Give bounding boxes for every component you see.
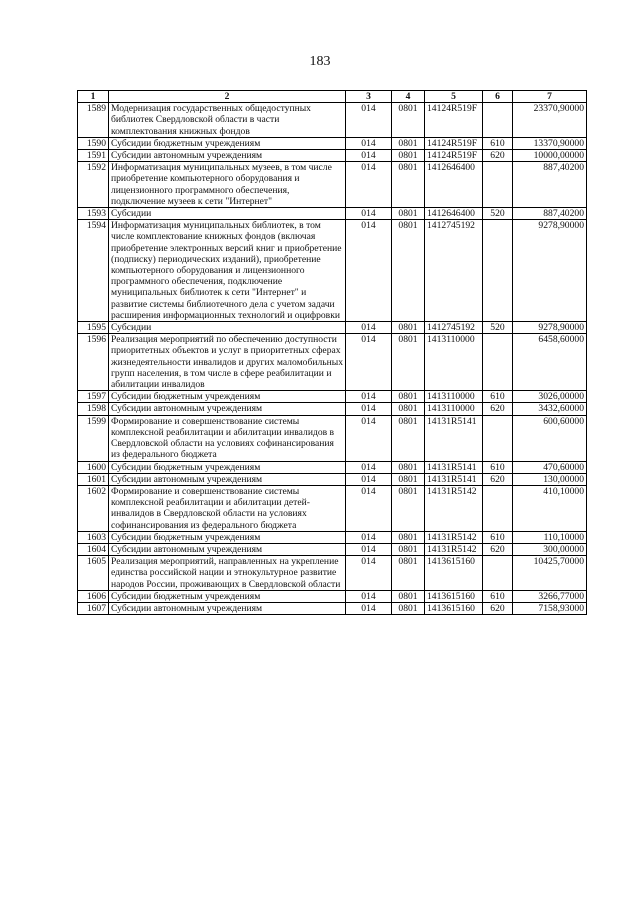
- row-col3: 014: [346, 208, 392, 220]
- row-amount: 10000,00000: [513, 150, 587, 162]
- row-col5: 14131R5141: [425, 415, 483, 461]
- table-row: [78, 208, 587, 220]
- row-description: Субсидии бюджетным учреждениям: [109, 590, 346, 602]
- row-amount: 410,10000: [513, 485, 587, 531]
- row-amount: 3026,00000: [513, 391, 587, 403]
- row-amount: 9278,90000: [513, 220, 587, 322]
- header-cell: 5: [425, 91, 483, 103]
- row-amount: 130,00000: [513, 473, 587, 485]
- row-description: Субсидии автономным учреждениям: [109, 403, 346, 415]
- row-col5: 14124R519F: [425, 137, 483, 149]
- table-row: [78, 220, 587, 322]
- row-description: Субсидии бюджетным учреждениям: [109, 461, 346, 473]
- row-col5: 1413615160: [425, 590, 483, 602]
- row-col4: 0801: [392, 461, 425, 473]
- row-col3: 014: [346, 162, 392, 208]
- row-col6: [483, 556, 513, 591]
- row-col3: 014: [346, 531, 392, 543]
- row-col4: 0801: [392, 403, 425, 415]
- row-amount: 887,40200: [513, 162, 587, 208]
- row-col6: 610: [483, 137, 513, 149]
- row-amount: 3266,77000: [513, 590, 587, 602]
- table-row: [78, 322, 587, 334]
- row-col6: 620: [483, 403, 513, 415]
- row-number: 1599: [78, 415, 109, 461]
- table-row: [78, 556, 587, 591]
- row-col6: 610: [483, 531, 513, 543]
- row-number: 1607: [78, 602, 109, 614]
- row-col4: 0801: [392, 334, 425, 391]
- row-col4: 0801: [392, 543, 425, 555]
- row-number: 1593: [78, 208, 109, 220]
- row-description: Субсидии бюджетным учреждениям: [109, 531, 346, 543]
- row-col6: 610: [483, 391, 513, 403]
- row-col5: 14124R519F: [425, 150, 483, 162]
- table-row: [78, 415, 587, 461]
- row-col3: 014: [346, 602, 392, 614]
- row-col3: 014: [346, 334, 392, 391]
- row-col5: 14124R519F: [425, 103, 483, 138]
- row-col3: 014: [346, 137, 392, 149]
- row-number: 1605: [78, 556, 109, 591]
- row-col5: 1413615160: [425, 556, 483, 591]
- table-row: [78, 473, 587, 485]
- row-col4: 0801: [392, 602, 425, 614]
- row-description: Модернизация государственных общедоступных библиотек Свердловской области в части комплектования книжных фондов: [109, 103, 346, 138]
- header-cell: 7: [513, 91, 587, 103]
- table-row: [78, 391, 587, 403]
- row-col6: [483, 162, 513, 208]
- row-col6: 620: [483, 473, 513, 485]
- table-row: [78, 137, 587, 149]
- page-number: 183: [309, 54, 331, 69]
- row-description: Субсидии бюджетным учреждениям: [109, 137, 346, 149]
- row-col5: 1413110000: [425, 391, 483, 403]
- row-amount: 7158,93000: [513, 602, 587, 614]
- row-col4: 0801: [392, 150, 425, 162]
- table-row: [78, 150, 587, 162]
- row-col6: 610: [483, 590, 513, 602]
- row-col5: 14131R5142: [425, 543, 483, 555]
- row-col5: 1413110000: [425, 403, 483, 415]
- row-number: 1597: [78, 391, 109, 403]
- row-description: Формирование и совершенствование системы комплексной реабилитации и абилитации инвалидов в Свердловской области на условиях софинансирования из федерального бюджета: [109, 415, 346, 461]
- row-amount: 13370,90000: [513, 137, 587, 149]
- row-amount: 600,60000: [513, 415, 587, 461]
- row-col4: 0801: [392, 415, 425, 461]
- row-number: 1591: [78, 150, 109, 162]
- row-col6: [483, 415, 513, 461]
- row-col5: 14131R5141: [425, 461, 483, 473]
- row-amount: 110,10000: [513, 531, 587, 543]
- row-col3: 014: [346, 403, 392, 415]
- row-col5: 1413615160: [425, 602, 483, 614]
- table-row: [78, 590, 587, 602]
- row-col6: 620: [483, 543, 513, 555]
- row-amount: 300,00000: [513, 543, 587, 555]
- row-number: 1602: [78, 485, 109, 531]
- row-col5: 1412646400: [425, 208, 483, 220]
- row-col6: [483, 103, 513, 138]
- row-number: 1598: [78, 403, 109, 415]
- row-description: Информатизация муниципальных музеев, в том числе приобретение компьютерного оборудования и лицензионного программного обеспечения, подключение музеев к сети "Интернет": [109, 162, 346, 208]
- row-col5: 14131R5142: [425, 485, 483, 531]
- row-col3: 014: [346, 322, 392, 334]
- row-description: Субсидии: [109, 208, 346, 220]
- table-row: [78, 531, 587, 543]
- row-col4: 0801: [392, 556, 425, 591]
- row-col3: 014: [346, 473, 392, 485]
- row-col3: 014: [346, 103, 392, 138]
- row-col3: 014: [346, 220, 392, 322]
- row-col6: 610: [483, 461, 513, 473]
- row-col6: 620: [483, 150, 513, 162]
- row-number: 1590: [78, 137, 109, 149]
- row-col4: 0801: [392, 162, 425, 208]
- row-col4: 0801: [392, 137, 425, 149]
- row-col6: 520: [483, 322, 513, 334]
- row-col3: 014: [346, 543, 392, 555]
- header-cell: 4: [392, 91, 425, 103]
- row-number: 1594: [78, 220, 109, 322]
- row-col4: 0801: [392, 103, 425, 138]
- row-description: Реализация мероприятий, направленных на укрепление единства российской нации и этнокультурное развитие народов России, проживающих в Свердловской области: [109, 556, 346, 591]
- header-cell: 2: [109, 91, 346, 103]
- table-body: [78, 103, 587, 615]
- row-col6: 620: [483, 602, 513, 614]
- header-cell: 6: [483, 91, 513, 103]
- table-row: [78, 403, 587, 415]
- row-col3: 014: [346, 150, 392, 162]
- row-description: Реализация мероприятий по обеспечению доступности приоритетных объектов и услуг в приоритетных сферах жизнедеятельности инвалидов и других маломобильных групп населения, в том числе в сфере реабилитации и абилитации инвалидов: [109, 334, 346, 391]
- row-number: 1589: [78, 103, 109, 138]
- table-row: [78, 543, 587, 555]
- row-description: Субсидии автономным учреждениям: [109, 150, 346, 162]
- row-amount: 9278,90000: [513, 322, 587, 334]
- row-col4: 0801: [392, 473, 425, 485]
- row-col3: 014: [346, 485, 392, 531]
- row-amount: 3432,60000: [513, 403, 587, 415]
- row-col4: 0801: [392, 485, 425, 531]
- row-number: 1601: [78, 473, 109, 485]
- row-description: Субсидии автономным учреждениям: [109, 602, 346, 614]
- row-number: 1606: [78, 590, 109, 602]
- row-col6: [483, 334, 513, 391]
- row-col5: 14131R5142: [425, 531, 483, 543]
- row-description: Субсидии автономным учреждениям: [109, 473, 346, 485]
- row-col5: 1413110000: [425, 334, 483, 391]
- row-amount: 23370,90000: [513, 103, 587, 138]
- row-description: Субсидии бюджетным учреждениям: [109, 391, 346, 403]
- header-cell: 3: [346, 91, 392, 103]
- row-amount: 470,60000: [513, 461, 587, 473]
- header-cell: 1: [78, 91, 109, 103]
- row-col4: 0801: [392, 391, 425, 403]
- row-col3: 014: [346, 415, 392, 461]
- row-col5: 1412745192: [425, 220, 483, 322]
- row-col3: 014: [346, 391, 392, 403]
- row-col4: 0801: [392, 322, 425, 334]
- row-amount: 10425,70000: [513, 556, 587, 591]
- table-row: [78, 162, 587, 208]
- row-amount: 6458,60000: [513, 334, 587, 391]
- row-col4: 0801: [392, 208, 425, 220]
- row-col3: 014: [346, 590, 392, 602]
- row-col6: [483, 485, 513, 531]
- row-col3: 014: [346, 556, 392, 591]
- row-col4: 0801: [392, 220, 425, 322]
- row-col5: 14131R5141: [425, 473, 483, 485]
- row-number: 1604: [78, 543, 109, 555]
- row-col5: 1412745192: [425, 322, 483, 334]
- row-number: 1592: [78, 162, 109, 208]
- header-row: [78, 91, 587, 103]
- row-col6: [483, 220, 513, 322]
- table-row: [78, 461, 587, 473]
- table-row: [78, 334, 587, 391]
- row-col5: 1412646400: [425, 162, 483, 208]
- table-row: [78, 485, 587, 531]
- row-description: Информатизация муниципальных библиотек, в том числе комплектование книжных фондов (включая приобретение электронных версий книг и приобретение (подписку) периодических изданий), приобретение компьютерного оборудования и лицензионного программного обеспечения, подключение муниципальных библиотек к сети "Интернет" и развитие системы библиотечного дела с учетом задачи расширения информационных технологий и оцифровки: [109, 220, 346, 322]
- row-description: Субсидии автономным учреждениям: [109, 543, 346, 555]
- row-number: 1595: [78, 322, 109, 334]
- row-description: Формирование и совершенствование системы комплексной реабилитации и абилитации детей-инвалидов в Свердловской области на условиях софинансирования из федерального бюджета: [109, 485, 346, 531]
- row-description: Субсидии: [109, 322, 346, 334]
- row-col4: 0801: [392, 531, 425, 543]
- budget-table: [77, 90, 587, 615]
- row-col6: 520: [483, 208, 513, 220]
- table-row: [78, 602, 587, 614]
- row-number: 1600: [78, 461, 109, 473]
- row-number: 1596: [78, 334, 109, 391]
- row-col4: 0801: [392, 590, 425, 602]
- table-row: [78, 103, 587, 138]
- row-number: 1603: [78, 531, 109, 543]
- row-col3: 014: [346, 461, 392, 473]
- row-amount: 887,40200: [513, 208, 587, 220]
